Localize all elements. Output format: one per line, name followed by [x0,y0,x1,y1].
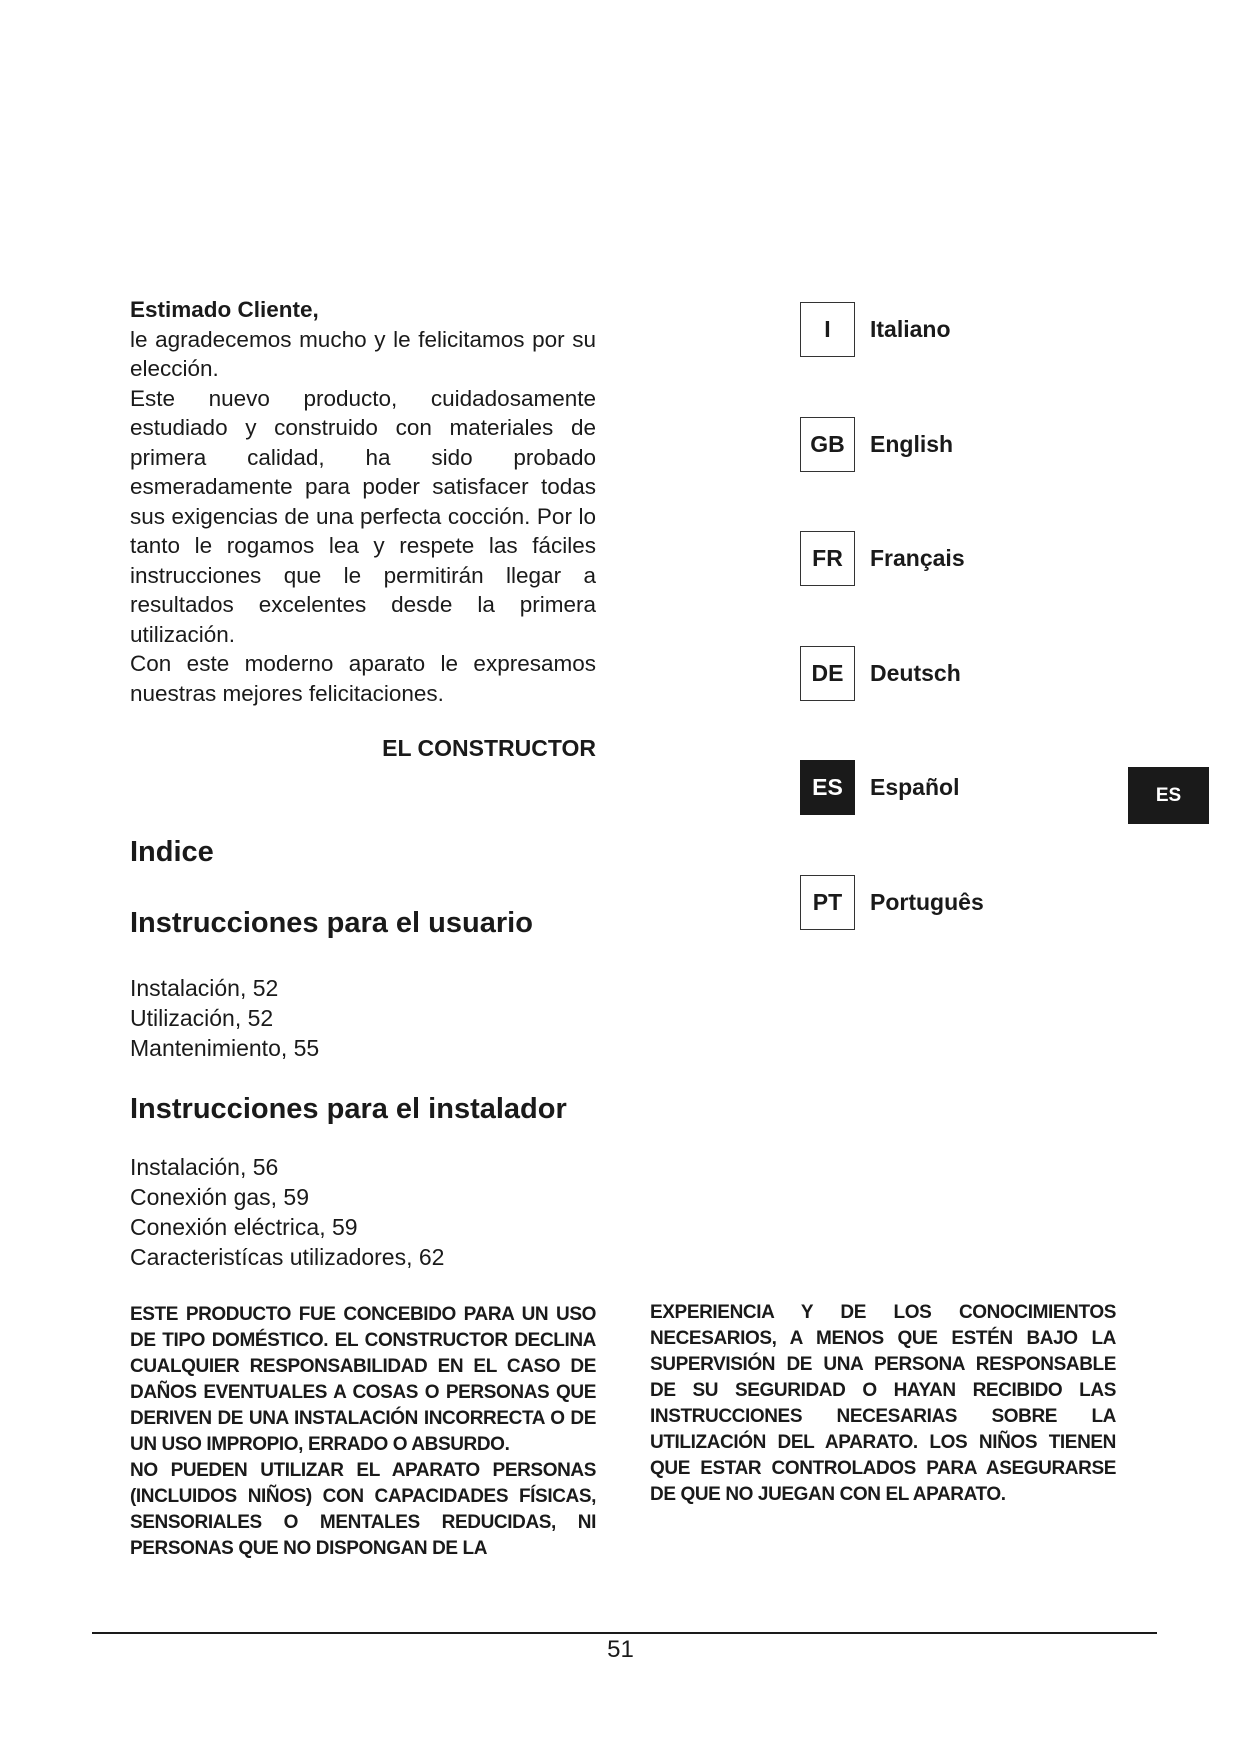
language-code: PT [800,875,855,930]
language-side-tab: ES [1128,767,1209,824]
toc-item: Conexión eléctrica, 59 [130,1214,358,1240]
index-title: Indice [130,836,214,868]
language-code: FR [800,531,855,586]
toc-item: Instalación, 56 [130,1154,279,1180]
language-item-francais [800,531,1130,587]
page-number: 51 [607,1636,634,1663]
warning-paragraph: EXPERIENCIA Y DE LOS CONOCIMIENTOS NECESARIOS, A MENOS QUE ESTÉN BAJO LA SUPERVISIÓN DE UNA PERSONA RESPONSABLE DE SU SEGURIDAD O HAYAN RECIBIDO LAS INSTRUCCIONES NECESARIAS SOBRE LA UTILIZACIÓN DEL APARATO. LOS NIÑOS TIENEN QUE ESTAR CONTROLADOS PARA ASEGURARSE DE QUE NO JUEGAN CON EL APARATO. [650,1302,1116,1505]
safety-warning-right [650,1300,1116,1508]
toc-item: Utilización, 52 [130,1005,274,1031]
intro-paragraph: Con este moderno aparato le expresamos nuestras mejores felicitaciones. [130,651,596,706]
language-name: Português [870,889,984,915]
language-item-italiano [800,302,1130,358]
greeting: Estimado Cliente, [130,297,319,322]
warning-paragraph: ESTE PRODUCTO FUE CONCEBIDO PARA UN USO DE TIPO DOMÉSTICO. EL CONSTRUCTOR DECLINA CUALQUIER RESPONSABILIDAD EN EL CASO DE DAÑOS EVENTUALES A COSAS O PERSONAS QUE DERIVEN DE UNA INSTALACIÓN INCORRECTA O DE UN USO IMPROPIO, ERRADO O ABSURDO. [130,1304,596,1455]
safety-warning-left [130,1302,596,1562]
toc-item: Conexión gas, 59 [130,1184,310,1210]
language-code: I [800,302,855,357]
user-toc [130,973,319,1063]
toc-item: Caracteristícas utilizadores, 62 [130,1244,445,1270]
language-name: Deutsch [870,660,961,686]
intro-letter [130,295,596,708]
language-item-espanol [800,760,1130,816]
warning-paragraph: NO PUEDEN UTILIZAR EL APARATO PERSONAS (INCLUIDOS NIÑOS) CON CAPACIDADES FÍSICAS, SENSORIALES O MENTALES REDUCIDAS, NI PERSONAS QUE NO DISPONGAN DE LA [130,1460,596,1559]
signature: EL CONSTRUCTOR [382,735,596,761]
language-name: Español [870,774,960,800]
footer-divider [92,1632,1157,1634]
toc-item: Mantenimiento, 55 [130,1035,320,1061]
language-name: Italiano [870,316,951,342]
language-item-english [800,417,1130,473]
installer-toc [130,1152,444,1272]
language-code-active: ES [800,760,855,815]
installer-instructions-title: Instrucciones para el instalador [130,1093,567,1125]
toc-item: Instalación, 52 [130,975,279,1001]
intro-paragraph: Este nuevo producto, cuidadosamente estudiado y construido con materiales de primera calidad, ha sido probado esmeradamente para poder satisfacer todas sus exigencias de una perfecta cocción. Por lo tanto le rogamos lea y respete las fáciles instrucciones que le permitirán llegar a resultados excelentes desde la primera utilización. [130,385,596,647]
language-name: English [870,431,954,457]
user-instructions-title: Instrucciones para el usuario [130,907,533,939]
intro-paragraph: le agradecemos mucho y le felicitamos por su elección. [130,326,596,381]
language-item-deutsch [800,646,1130,702]
language-code: DE [800,646,855,701]
language-name: Français [870,545,965,571]
language-code: GB [800,417,855,472]
language-item-portugues [800,875,1130,931]
